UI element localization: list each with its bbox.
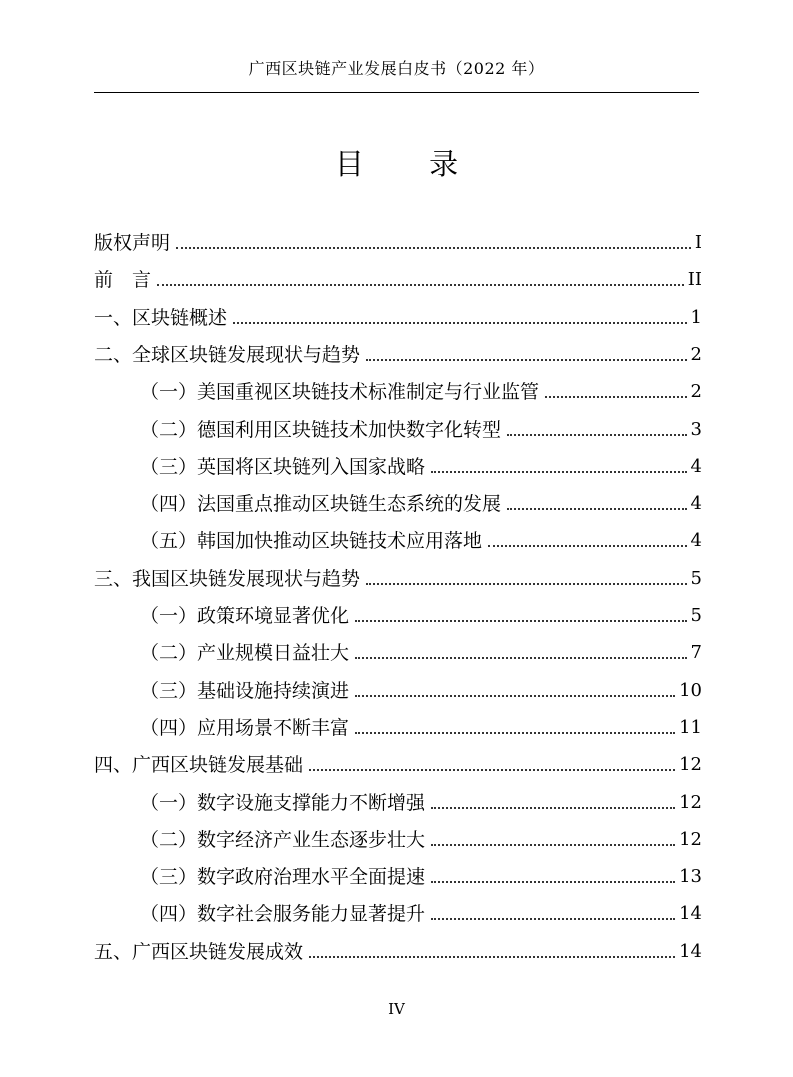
toc-entry-page: 5	[690, 605, 702, 626]
toc-entry-label: 一、区块链概述	[94, 306, 228, 329]
toc-entry[interactable]	[140, 598, 702, 628]
toc-entry-page: 12	[679, 754, 702, 776]
toc-entry[interactable]	[140, 785, 702, 815]
toc-entry-page: 13	[679, 866, 702, 888]
toc-entry-label: 二、全球区块链发展现状与趋势	[94, 343, 361, 366]
toc-entry[interactable]	[140, 896, 702, 926]
toc-entry-page: 12	[679, 828, 702, 850]
toc-entry-label: 前 言	[94, 269, 152, 292]
toc-entry-page: 3	[690, 418, 702, 440]
toc-entry-page: 5	[690, 567, 702, 589]
toc-entry[interactable]	[140, 673, 702, 703]
toc-leader-dots	[431, 844, 675, 846]
toc-entry-label: 三、我国区块链发展现状与趋势	[94, 567, 361, 590]
toc-entry[interactable]	[94, 337, 702, 367]
toc-entry-page: II	[687, 269, 702, 291]
toc-entry-page: 4	[690, 493, 702, 515]
toc-entry-page: 2	[690, 381, 702, 403]
toc-entry-label: （二）产业规模日益壮大	[140, 642, 350, 665]
toc-entry[interactable]	[140, 710, 702, 740]
toc-leader-dots	[431, 918, 675, 920]
toc-leader-dots	[431, 881, 675, 883]
toc-entry-label: 版权声明	[94, 232, 171, 254]
toc-entry[interactable]	[94, 300, 702, 330]
toc-leader-dots	[355, 695, 675, 697]
toc-entry-label: 五、广西区块链发展成效	[94, 940, 304, 963]
toc-leader-dots	[233, 322, 687, 324]
toc-entry-label: （五）韩国加快推动区块链技术应用落地	[140, 530, 483, 553]
toc-entry[interactable]	[140, 635, 702, 665]
toc-entry-page: 4	[690, 530, 702, 552]
toc-entry[interactable]	[94, 262, 702, 292]
toc-entry-page: 12	[679, 791, 702, 813]
toc-entry-label: （二）德国利用区块链技术加快数字化转型	[140, 418, 502, 441]
toc-entry-label: （三）英国将区块链列入国家战略	[140, 455, 426, 478]
page-number: IV	[388, 1000, 405, 1018]
toc-entry[interactable]	[140, 412, 702, 442]
toc-entry-page: 14	[679, 903, 702, 925]
toc-leader-dots	[431, 807, 675, 809]
toc-entry[interactable]	[140, 486, 702, 516]
toc-leader-dots	[507, 434, 687, 436]
toc-entry[interactable]	[94, 747, 702, 777]
toc-entry-page: I	[694, 232, 702, 253]
toc-entry[interactable]	[140, 523, 702, 553]
toc-entry[interactable]	[94, 561, 702, 591]
page-title: 目 录	[334, 147, 487, 181]
toc-entry-label: 四、广西区块链发展基础	[94, 754, 304, 777]
toc-entry-label: （四）法国重点推动区块链生态系统的发展	[140, 493, 502, 516]
toc-leader-dots	[355, 657, 687, 659]
toc-leader-dots	[355, 620, 687, 622]
toc-entry[interactable]	[94, 225, 702, 255]
toc-leader-dots	[545, 396, 687, 398]
toc-entry[interactable]	[94, 934, 702, 964]
toc-leader-dots	[309, 769, 675, 771]
toc-entry-page: 1	[690, 306, 702, 328]
toc-entry[interactable]	[140, 449, 702, 479]
toc-leader-dots	[431, 471, 687, 473]
toc-leader-dots	[157, 284, 684, 286]
toc-entry-label: （三）数字政府治理水平全面提速	[140, 866, 426, 889]
toc-entry-page: 7	[690, 642, 702, 664]
toc-leader-dots	[488, 545, 687, 547]
toc-entry-page: 11	[679, 716, 702, 738]
toc-entry-page: 10	[679, 679, 702, 701]
toc-leader-dots	[366, 583, 687, 585]
toc-entry[interactable]	[140, 374, 702, 404]
toc-leader-dots	[507, 508, 687, 510]
toc-entry-label: （一）美国重视区块链技术标准制定与行业监管	[140, 381, 540, 404]
toc-entry-label: （二）数字经济产业生态逐步壮大	[140, 828, 426, 851]
toc-entry-label: （一）数字设施支撑能力不断增强	[140, 791, 426, 814]
toc-entry-label: （三）基础设施持续演进	[140, 679, 350, 702]
toc-entry-label: （一）政策环境显著优化	[140, 605, 350, 627]
toc-leader-dots	[309, 956, 675, 958]
toc-leader-dots	[176, 247, 691, 249]
toc-leader-dots	[366, 359, 687, 361]
toc-entry[interactable]	[140, 859, 702, 889]
running-header: 广西区块链产业发展白皮书（2022 年）	[248, 59, 545, 78]
toc-entry[interactable]	[140, 822, 702, 852]
toc-entry-page: 14	[679, 940, 702, 962]
toc-entry-label: （四）应用场景不断丰富	[140, 716, 350, 739]
toc-entry-page: 2	[690, 343, 702, 365]
toc-entry-page: 4	[690, 455, 702, 477]
toc-entry-label: （四）数字社会服务能力显著提升	[140, 903, 426, 926]
toc-leader-dots	[355, 732, 675, 734]
